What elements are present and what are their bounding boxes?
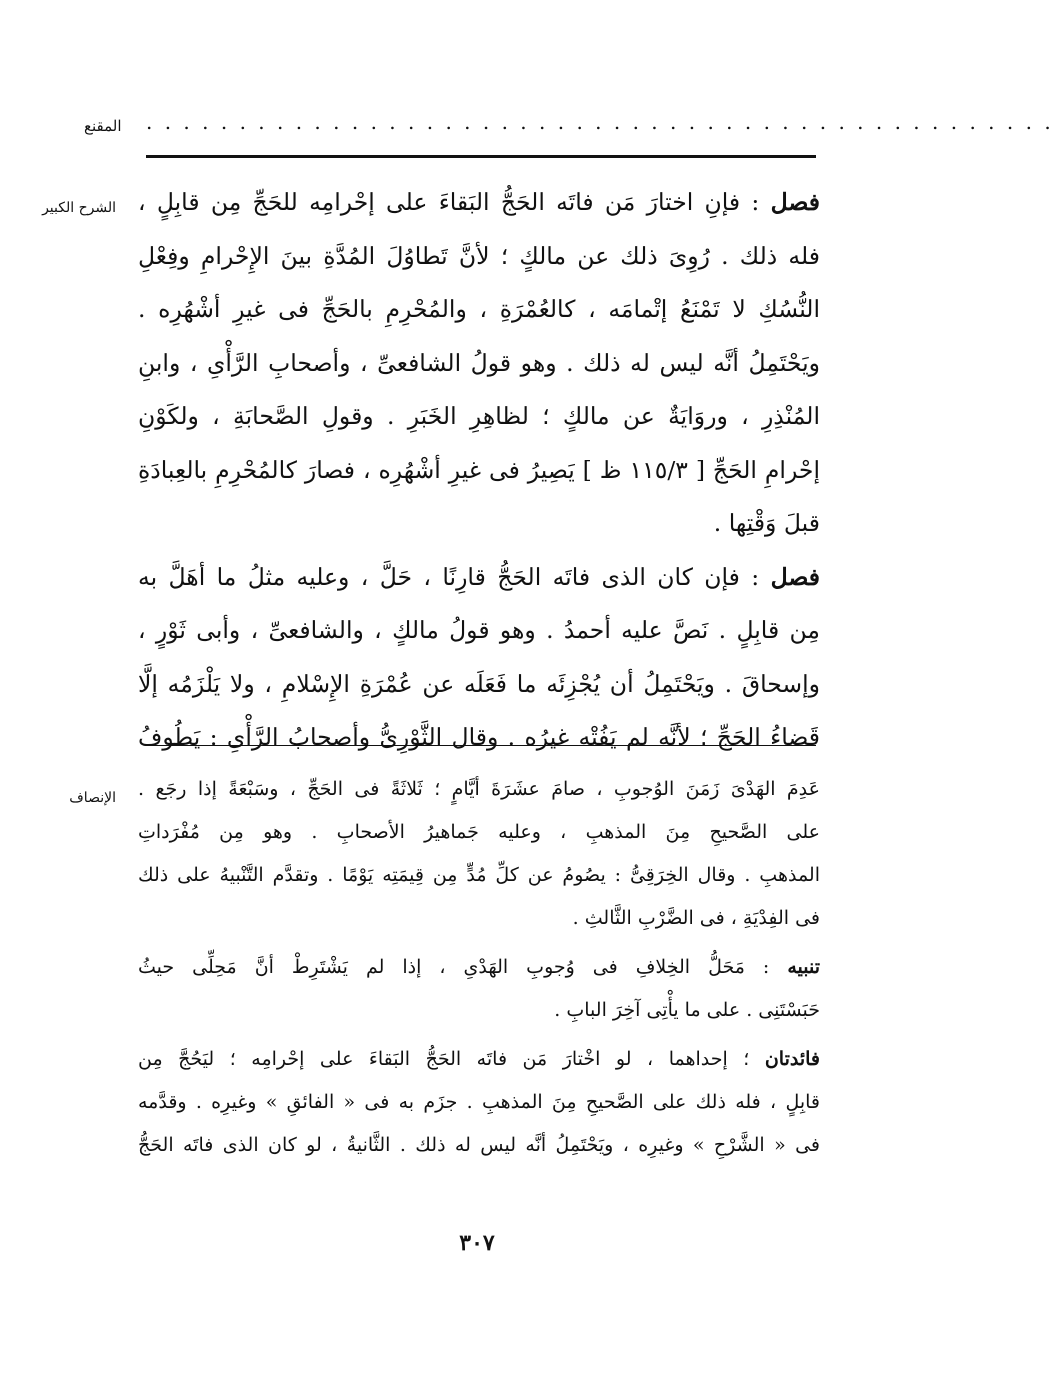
header-rule xyxy=(146,155,816,158)
lower-text-block xyxy=(138,768,820,1167)
text-line: على الصَّحيحِ مِنَ المذهبِ ، وعليه جَماهيرُ الأصحابِ . وهو مِن مُفْرَداتِ xyxy=(138,821,820,843)
text-line: قَضاءُ الحَجِّ ؛ لأنَّه لم يَفُتْه غيرُه . وقال الثَّوْرِىُّ وأصحابُ الرَّأْىِ : يَطُوفُ xyxy=(138,723,820,751)
text-line: المذهبِ . وقال الخِرَقِىُّ : يصُومُ عن كلِّ مُدٍّ مِن قِيمَتِه يَوْمًا . وتقدَّم التَّنْبيهُ على ذلك xyxy=(138,864,820,886)
upper-text-block xyxy=(138,176,820,765)
text-line: ويَحْتَمِلُ أنَّه ليس له ذلك . وهو قولُ الشافعىِّ ، وأصحابِ الرَّأْىِ ، وابنِ xyxy=(138,348,820,377)
section-heading: فصل xyxy=(770,562,820,591)
header-dotted-leader: . . . . . . . . . . . . . . . . . . . . . . . . . . . . . . . . . . . . . . . . . . . . . . . . . xyxy=(146,110,1054,134)
margin-label-insaf: الإنصاف xyxy=(69,790,116,806)
section-heading: فائدتان xyxy=(764,1048,820,1070)
paragraph-insaf-1 xyxy=(138,768,820,940)
section-heading: تنبيه xyxy=(787,956,820,978)
text-line: تنبيه : مَحَلُّ الخِلافِ فى وُجوبِ الهَدْىِ ، إذا لم يَشْتَرِطْ أنَّ مَحِلِّى حيثُ xyxy=(138,956,820,978)
header-book-title: المقنع xyxy=(84,117,122,135)
margin-label-sharh: الشرح الكبير xyxy=(42,200,116,216)
text-line: فصل : فإنِ اختارَ مَن فاتَه الحَجُّ البَقاءَ على إحْرامِه للحَجِّ مِن قابِلٍ ، xyxy=(138,188,820,216)
text-line: قبلَ وَقْتِها . xyxy=(713,509,820,537)
text-line: فى الفِدْيَةِ ، فى الضَّرْبِ الثَّالثِ . xyxy=(572,907,820,929)
text-line: المُنْذِرِ ، وروَايَةٌ عن مالكٍ ؛ لظاهِرِ الخَبَرِ . وقولِ الصَّحابَةِ ، ولكَوْنِ xyxy=(138,402,820,430)
text-line: حَبَسْتَنِى . على ما يأْتِى آخِرَ البابِ . xyxy=(554,999,820,1021)
text-line: وإسحاقَ . ويَحْتَمِلُ أن يُجْزِئَه ما فَعَلَه عن عُمْرَةِ الإِسْلامِ ، ولا يَلْزَمُه إلَّا xyxy=(138,669,820,698)
section-divider xyxy=(146,745,816,746)
text-line: فائدتان ؛ إحداهما ، لو اخْتارَ مَن فاتَه الحَجُّ البَقاءَ على إحْرامِه ؛ ليَحُجَّ مِن xyxy=(138,1048,820,1070)
paragraph-fasl-2 xyxy=(138,551,820,765)
section-heading: فصل xyxy=(770,188,820,216)
text-line: النُّسُكِ لا تَمْنَعُ إتْمامَه ، كالعُمْرَةِ ، والمُحْرِمِ بالحَجِّ فى غيرِ أشْهُرِه . xyxy=(138,295,820,323)
text-line: مِن قابِلٍ . نَصَّ عليه أحمدُ . وهو قولُ مالكٍ ، والشافعىِّ ، وأبى ثَوْرٍ ، xyxy=(138,616,820,644)
text-line: إحْرامِ الحَجِّ [ ١١٥/٣ ظ ] يَصِيرُ فى غيرِ أشْهُرِه ، فصارَ كالمُحْرِمِ بالعِبادَةِ xyxy=(138,455,820,484)
text-line: فى « الشَّرْحِ » وغيرِه ، ويَحْتَمِلُ أنَّه ليس له ذلك . الثَّانيةُ ، لو كان الذى فاتَه الحَجُّ xyxy=(138,1134,820,1156)
text-line: فله ذلك . رُوِىَ ذلك عن مالكٍ ؛ لأنَّ تَطاوُلَ المُدَّةِ بينَ الإِحْرامِ وفِعْلِ xyxy=(138,241,820,270)
paragraph-faidatan xyxy=(138,1038,820,1167)
text-line: قابِلٍ ، فله ذلك على الصَّحيحِ مِنَ المذهبِ . جزَم به فى « الفائقِ » وغيرِه . وقدَّمه xyxy=(138,1091,820,1113)
page-number: ٣٠٧ xyxy=(459,1230,495,1256)
paragraph-fasl-1 xyxy=(138,176,820,551)
text-line: فصل : فإن كان الذى فاتَه الحَجُّ قارِنًا ، حَلَّ ، وعليه مثلُ ما أهَلَّ به xyxy=(138,562,820,591)
text-line: عَدِمَ الهَدْىَ زَمَنَ الوُجوبِ ، صامَ عشَرَةَ أيَّامٍ ؛ ثَلاثَةً فى الحَجِّ ، وسَبْعَةً إذا رجَع . xyxy=(138,778,820,800)
paragraph-tanbih xyxy=(138,946,820,1032)
